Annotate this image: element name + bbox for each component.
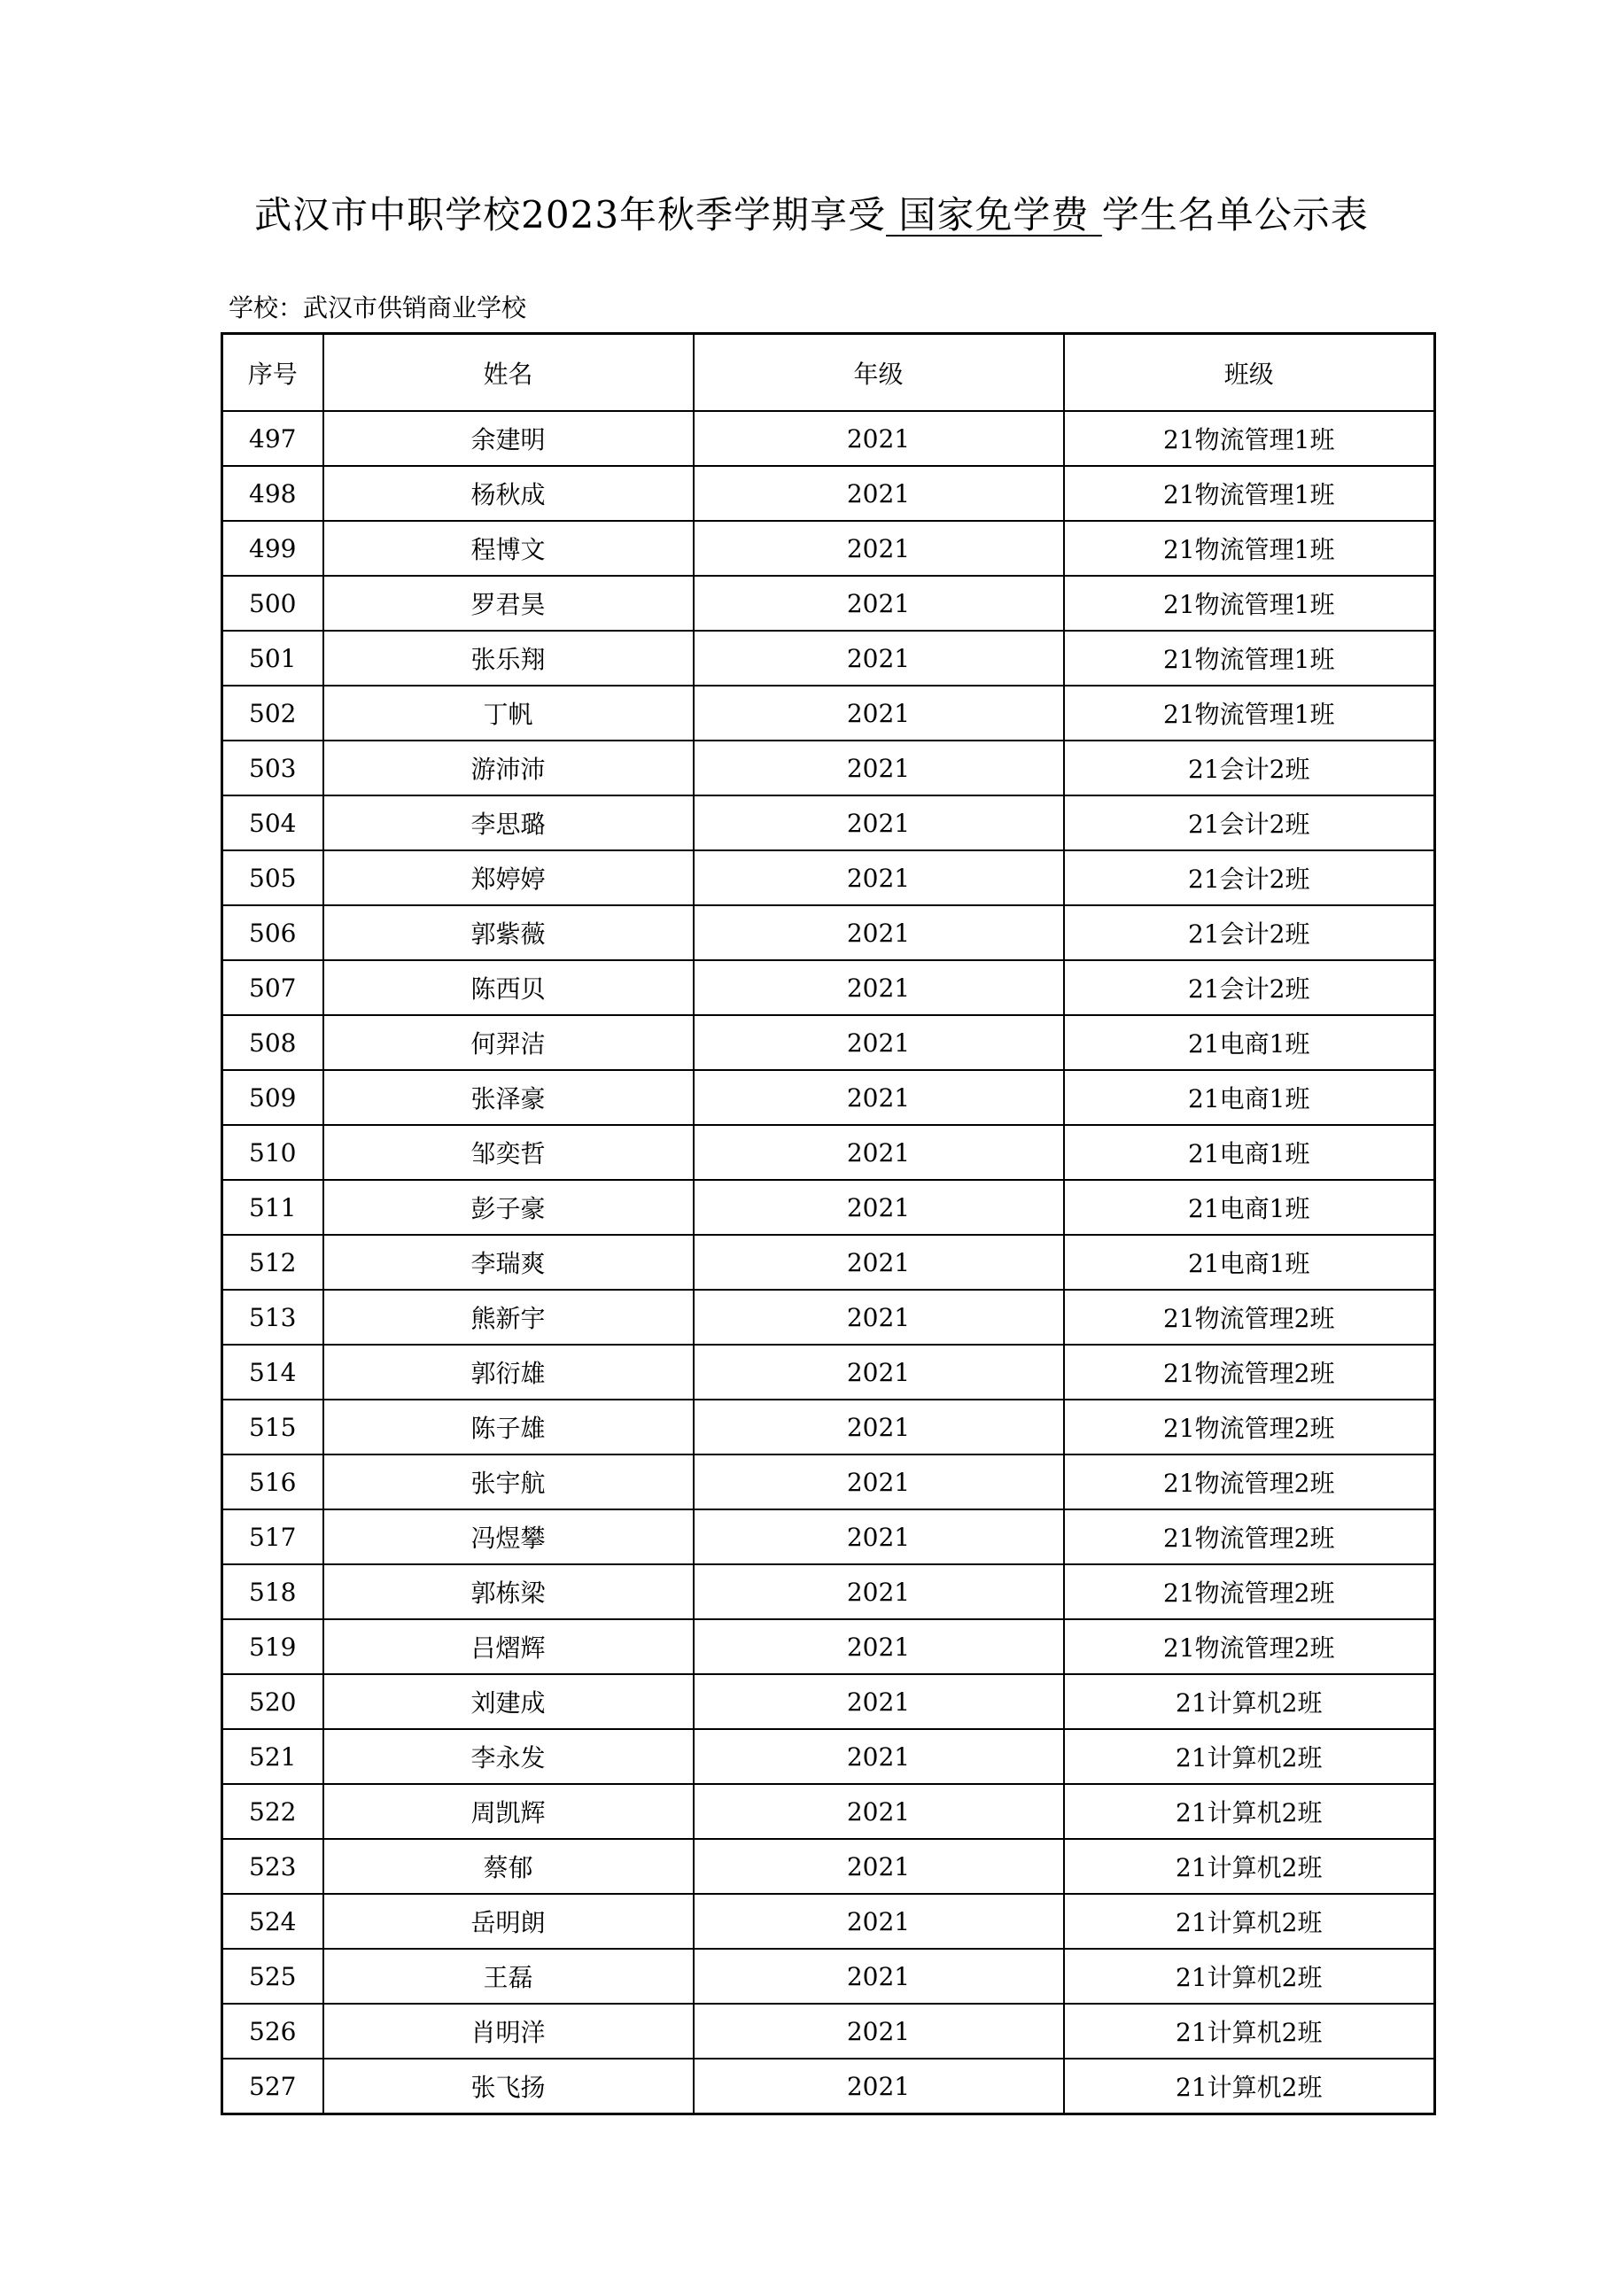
cell-name: 罗君昊 (323, 576, 694, 631)
cell-class: 21物流管理1班 (1064, 686, 1435, 741)
table-row (222, 1894, 1435, 1949)
cell-grade: 2021 (694, 1180, 1064, 1235)
cell-grade: 2021 (694, 2059, 1064, 2114)
cell-grade: 2021 (694, 795, 1064, 850)
table-row (222, 960, 1435, 1015)
student-table (221, 332, 1436, 2115)
table-row (222, 411, 1435, 466)
cell-class: 21会计2班 (1064, 741, 1435, 795)
page-title (0, 186, 1623, 239)
table-row (222, 1729, 1435, 1784)
cell-name: 郑婷婷 (323, 850, 694, 905)
table-row (222, 741, 1435, 795)
cell-grade: 2021 (694, 905, 1064, 960)
cell-class: 21物流管理2班 (1064, 1400, 1435, 1454)
cell-grade: 2021 (694, 1784, 1064, 1839)
cell-class: 21计算机2班 (1064, 2004, 1435, 2059)
cell-name: 岳明朗 (323, 1894, 694, 1949)
table-row (222, 1015, 1435, 1070)
cell-index: 522 (222, 1784, 323, 1839)
cell-index: 515 (222, 1400, 323, 1454)
cell-grade: 2021 (694, 1509, 1064, 1564)
cell-class: 21电商1班 (1064, 1235, 1435, 1290)
cell-name: 游沛沛 (323, 741, 694, 795)
table-row (222, 466, 1435, 521)
cell-grade: 2021 (694, 1619, 1064, 1674)
table-row (222, 850, 1435, 905)
table-row (222, 1454, 1435, 1509)
header-grade: 年级 (694, 334, 1064, 412)
cell-class: 21物流管理2班 (1064, 1619, 1435, 1674)
cell-grade: 2021 (694, 850, 1064, 905)
cell-name: 程博文 (323, 521, 694, 576)
cell-class: 21电商1班 (1064, 1180, 1435, 1235)
cell-name: 张宇航 (323, 1454, 694, 1509)
cell-index: 516 (222, 1454, 323, 1509)
cell-grade: 2021 (694, 1949, 1064, 2004)
cell-name: 陈子雄 (323, 1400, 694, 1454)
cell-index: 524 (222, 1894, 323, 1949)
table-header-row (222, 334, 1435, 412)
cell-class: 21计算机2班 (1064, 1784, 1435, 1839)
table-row (222, 905, 1435, 960)
cell-index: 507 (222, 960, 323, 1015)
cell-name: 彭子豪 (323, 1180, 694, 1235)
cell-name: 郭衍雄 (323, 1345, 694, 1400)
cell-index: 511 (222, 1180, 323, 1235)
cell-class: 21电商1班 (1064, 1015, 1435, 1070)
table-row (222, 1509, 1435, 1564)
table-row (222, 795, 1435, 850)
title-suffix: 学生名单公示表 (1101, 193, 1369, 237)
cell-grade: 2021 (694, 576, 1064, 631)
cell-name: 何羿洁 (323, 1015, 694, 1070)
header-class: 班级 (1064, 334, 1435, 412)
table-row (222, 1345, 1435, 1400)
cell-class: 21物流管理2班 (1064, 1345, 1435, 1400)
header-index: 序号 (222, 334, 323, 412)
cell-name: 李瑞爽 (323, 1235, 694, 1290)
cell-index: 521 (222, 1729, 323, 1784)
cell-name: 蔡郁 (323, 1839, 694, 1894)
cell-grade: 2021 (694, 1400, 1064, 1454)
table-row (222, 1619, 1435, 1674)
cell-name: 郭栋梁 (323, 1564, 694, 1619)
cell-grade: 2021 (694, 1729, 1064, 1784)
table-row (222, 1400, 1435, 1454)
cell-class: 21物流管理2班 (1064, 1290, 1435, 1345)
cell-class: 21物流管理2班 (1064, 1564, 1435, 1619)
cell-class: 21计算机2班 (1064, 1949, 1435, 2004)
cell-class: 21物流管理2班 (1064, 1454, 1435, 1509)
table-row (222, 576, 1435, 631)
cell-class: 21物流管理1班 (1064, 576, 1435, 631)
cell-class: 21会计2班 (1064, 795, 1435, 850)
cell-name: 丁帆 (323, 686, 694, 741)
cell-class: 21会计2班 (1064, 905, 1435, 960)
table-row (222, 1839, 1435, 1894)
cell-grade: 2021 (694, 1290, 1064, 1345)
table-row (222, 1674, 1435, 1729)
cell-index: 527 (222, 2059, 323, 2114)
table-row (222, 1180, 1435, 1235)
cell-index: 508 (222, 1015, 323, 1070)
cell-name: 张泽豪 (323, 1070, 694, 1125)
title-prefix: 武汉市中职学校2023年秋季学期享受 (254, 193, 887, 237)
cell-grade: 2021 (694, 1454, 1064, 1509)
cell-class: 21计算机2班 (1064, 1894, 1435, 1949)
cell-grade: 2021 (694, 1125, 1064, 1180)
cell-class: 21计算机2班 (1064, 1674, 1435, 1729)
cell-index: 499 (222, 521, 323, 576)
cell-name: 刘建成 (323, 1674, 694, 1729)
cell-grade: 2021 (694, 521, 1064, 576)
cell-index: 510 (222, 1125, 323, 1180)
cell-name: 肖明洋 (323, 2004, 694, 2059)
cell-index: 523 (222, 1839, 323, 1894)
cell-class: 21会计2班 (1064, 850, 1435, 905)
cell-class: 21电商1班 (1064, 1070, 1435, 1125)
cell-index: 501 (222, 631, 323, 686)
cell-index: 526 (222, 2004, 323, 2059)
cell-grade: 2021 (694, 466, 1064, 521)
cell-index: 503 (222, 741, 323, 795)
table-row (222, 1564, 1435, 1619)
cell-name: 陈西贝 (323, 960, 694, 1015)
school-label: 学校： (229, 293, 304, 322)
cell-class: 21计算机2班 (1064, 2059, 1435, 2114)
cell-name: 熊新宇 (323, 1290, 694, 1345)
cell-name: 张飞扬 (323, 2059, 694, 2114)
cell-index: 519 (222, 1619, 323, 1674)
cell-name: 王磊 (323, 1949, 694, 2004)
cell-index: 514 (222, 1345, 323, 1400)
cell-grade: 2021 (694, 2004, 1064, 2059)
cell-grade: 2021 (694, 1839, 1064, 1894)
table-row (222, 1290, 1435, 1345)
header-name: 姓名 (323, 334, 694, 412)
cell-index: 500 (222, 576, 323, 631)
table-row (222, 1070, 1435, 1125)
cell-index: 506 (222, 905, 323, 960)
table-body (222, 411, 1435, 2114)
cell-name: 吕熠辉 (323, 1619, 694, 1674)
table-row (222, 631, 1435, 686)
cell-grade: 2021 (694, 1070, 1064, 1125)
school-line (229, 289, 526, 324)
cell-name: 冯煜攀 (323, 1509, 694, 1564)
cell-grade: 2021 (694, 1894, 1064, 1949)
cell-grade: 2021 (694, 741, 1064, 795)
cell-index: 504 (222, 795, 323, 850)
cell-name: 周凯辉 (323, 1784, 694, 1839)
cell-grade: 2021 (694, 411, 1064, 466)
table-row (222, 1125, 1435, 1180)
cell-class: 21电商1班 (1064, 1125, 1435, 1180)
cell-class: 21物流管理1班 (1064, 521, 1435, 576)
cell-grade: 2021 (694, 1015, 1064, 1070)
cell-class: 21会计2班 (1064, 960, 1435, 1015)
cell-grade: 2021 (694, 1674, 1064, 1729)
cell-class: 21计算机2班 (1064, 1839, 1435, 1894)
cell-name: 张乐翔 (323, 631, 694, 686)
cell-class: 21计算机2班 (1064, 1729, 1435, 1784)
cell-grade: 2021 (694, 1564, 1064, 1619)
cell-index: 497 (222, 411, 323, 466)
table-row (222, 1235, 1435, 1290)
cell-name: 杨秋成 (323, 466, 694, 521)
cell-class: 21物流管理1班 (1064, 411, 1435, 466)
cell-grade: 2021 (694, 686, 1064, 741)
table-row (222, 2004, 1435, 2059)
table-row (222, 1949, 1435, 2004)
table-row (222, 521, 1435, 576)
cell-class: 21物流管理1班 (1064, 631, 1435, 686)
title-program: 国家免学费 (898, 193, 1090, 237)
cell-index: 505 (222, 850, 323, 905)
cell-name: 李思璐 (323, 795, 694, 850)
cell-grade: 2021 (694, 631, 1064, 686)
cell-index: 509 (222, 1070, 323, 1125)
table-row (222, 686, 1435, 741)
cell-index: 520 (222, 1674, 323, 1729)
cell-grade: 2021 (694, 1235, 1064, 1290)
school-name: 武汉市供销商业学校 (303, 293, 527, 322)
cell-index: 502 (222, 686, 323, 741)
cell-name: 余建明 (323, 411, 694, 466)
cell-index: 525 (222, 1949, 323, 2004)
cell-grade: 2021 (694, 1345, 1064, 1400)
cell-grade: 2021 (694, 960, 1064, 1015)
cell-index: 513 (222, 1290, 323, 1345)
cell-index: 498 (222, 466, 323, 521)
cell-index: 517 (222, 1509, 323, 1564)
cell-index: 512 (222, 1235, 323, 1290)
cell-class: 21物流管理2班 (1064, 1509, 1435, 1564)
cell-name: 邹奕哲 (323, 1125, 694, 1180)
table-row (222, 2059, 1435, 2114)
cell-index: 518 (222, 1564, 323, 1619)
cell-name: 李永发 (323, 1729, 694, 1784)
cell-name: 郭紫薇 (323, 905, 694, 960)
table-row (222, 1784, 1435, 1839)
cell-class: 21物流管理1班 (1064, 466, 1435, 521)
